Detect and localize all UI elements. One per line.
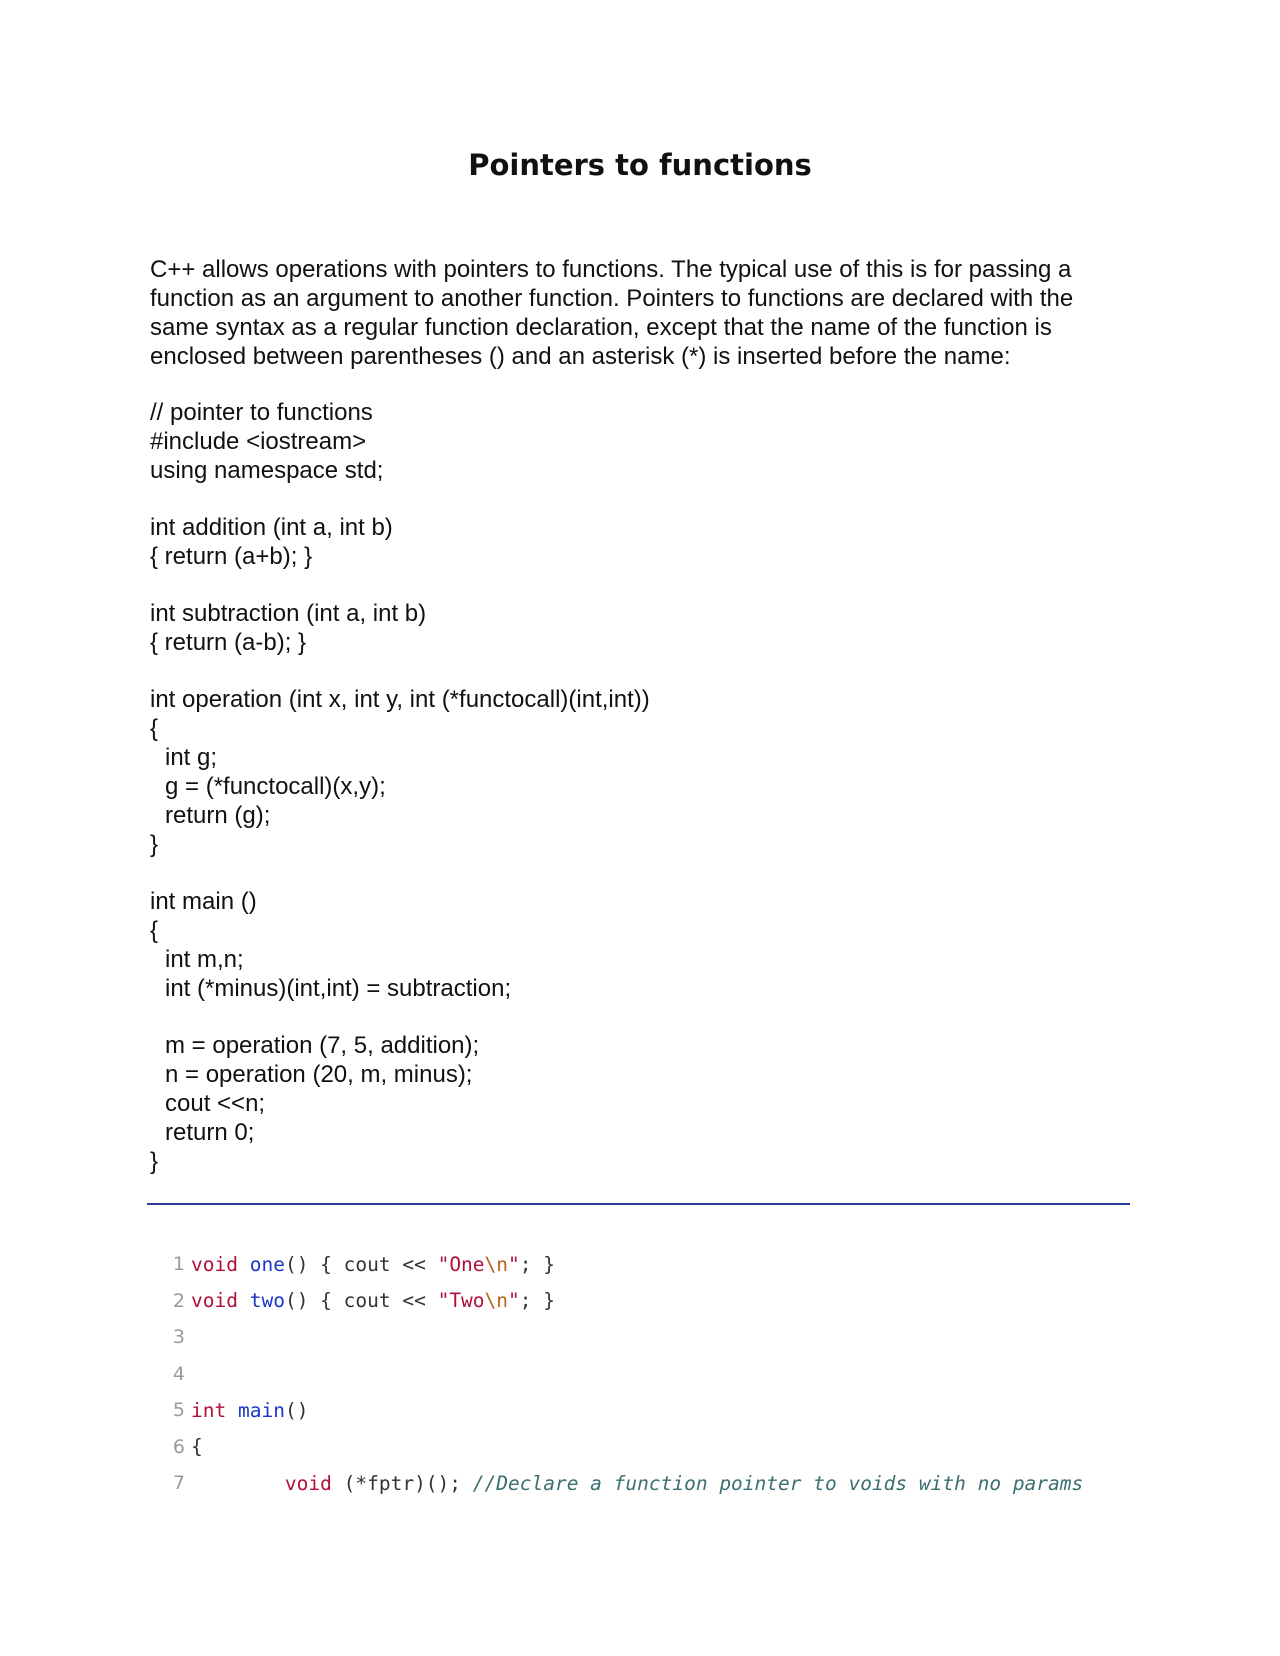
- listing-row: [163, 1246, 1083, 1283]
- code-line: int g;: [165, 744, 218, 771]
- listing-row: [163, 1465, 1083, 1502]
- code-line: [150, 485, 650, 513]
- code-line: { return (a-b); }: [150, 629, 307, 656]
- code-token: //Declare a function pointer to voids with no params: [472, 1471, 1084, 1495]
- line-number: 7: [172, 1472, 185, 1495]
- listing-row: [163, 1283, 1083, 1320]
- listing-row: [163, 1392, 1083, 1429]
- code-token: [226, 1399, 238, 1422]
- code-token: main: [237, 1398, 285, 1422]
- code-line: {: [150, 917, 159, 944]
- code-line: int m,n;: [165, 946, 244, 973]
- line-number: 2: [172, 1289, 185, 1312]
- listing-row: [163, 1429, 1083, 1466]
- code-token: void: [191, 1289, 238, 1313]
- code-token: void: [284, 1471, 332, 1495]
- code-line: g = (*functocall)(x,y);: [165, 773, 386, 800]
- code-line: { return (a+b); }: [150, 543, 313, 570]
- code-token: [191, 1472, 285, 1495]
- code-token: ": [508, 1289, 520, 1313]
- code-line: int main (): [150, 888, 257, 915]
- line-number: 5: [172, 1399, 185, 1422]
- code-line: [150, 859, 650, 887]
- plain-code-example: [150, 398, 650, 1176]
- code-token: two: [249, 1289, 285, 1313]
- code-token: "Two: [437, 1289, 485, 1313]
- code-token: ": [508, 1252, 520, 1276]
- code-line: [150, 1003, 650, 1031]
- code-token: () { cout <<: [284, 1289, 438, 1313]
- code-line: return 0;: [165, 1119, 255, 1146]
- code-line: // pointer to functions: [150, 399, 373, 426]
- code-token: [238, 1289, 250, 1312]
- code-line: #include <iostream>: [150, 428, 367, 455]
- code-token: () { cout <<: [284, 1252, 438, 1276]
- code-token: ; }: [519, 1289, 556, 1313]
- code-line: [150, 657, 650, 685]
- code-token: void: [191, 1252, 238, 1276]
- code-line: n = operation (20, m, minus);: [165, 1061, 473, 1088]
- code-token: one: [249, 1252, 285, 1276]
- code-token: {: [191, 1435, 203, 1459]
- page-title: Pointers to functions: [468, 148, 812, 182]
- line-number: 4: [172, 1362, 185, 1385]
- intro-paragraph: C++ allows operations with pointers to functions. The typical use of this is for passing a function as an argument to another function. Pointers to functions are declared with the same syntax as a regular function declaration, except that the name of the function is enclosed between parentheses () and an asterisk (*) is inserted before the name:: [150, 256, 1074, 370]
- code-token: \n: [484, 1289, 509, 1313]
- code-line: {: [150, 715, 159, 742]
- line-number: 3: [172, 1326, 185, 1349]
- line-number: 6: [172, 1435, 185, 1458]
- code-token: "One: [437, 1252, 485, 1276]
- listing-row: [163, 1319, 1083, 1356]
- listing-row: [163, 1356, 1083, 1393]
- code-line: [150, 571, 650, 599]
- code-token: (*fptr)();: [331, 1471, 473, 1495]
- line-number: 1: [172, 1253, 185, 1276]
- code-token: ; }: [519, 1252, 556, 1276]
- code-line: return (g);: [165, 802, 271, 829]
- code-line: cout <<n;: [165, 1090, 266, 1117]
- code-token: \n: [484, 1252, 509, 1276]
- code-line: int (*minus)(int,int) = subtraction;: [165, 975, 512, 1002]
- code-token: [238, 1253, 250, 1276]
- code-line: }: [150, 1148, 159, 1175]
- code-line: m = operation (7, 5, addition);: [165, 1032, 480, 1059]
- code-token: int: [191, 1398, 227, 1422]
- code-token: (): [284, 1398, 309, 1422]
- code-line: using namespace std;: [150, 457, 384, 484]
- code-line: int addition (int a, int b): [150, 514, 393, 541]
- code-line: int subtraction (int a, int b): [150, 600, 427, 627]
- code-line: int operation (int x, int y, int (*functocall)(int,int)): [150, 686, 650, 713]
- code-line: }: [150, 831, 159, 858]
- section-divider: [147, 1203, 1130, 1205]
- code-listing: [163, 1246, 1083, 1502]
